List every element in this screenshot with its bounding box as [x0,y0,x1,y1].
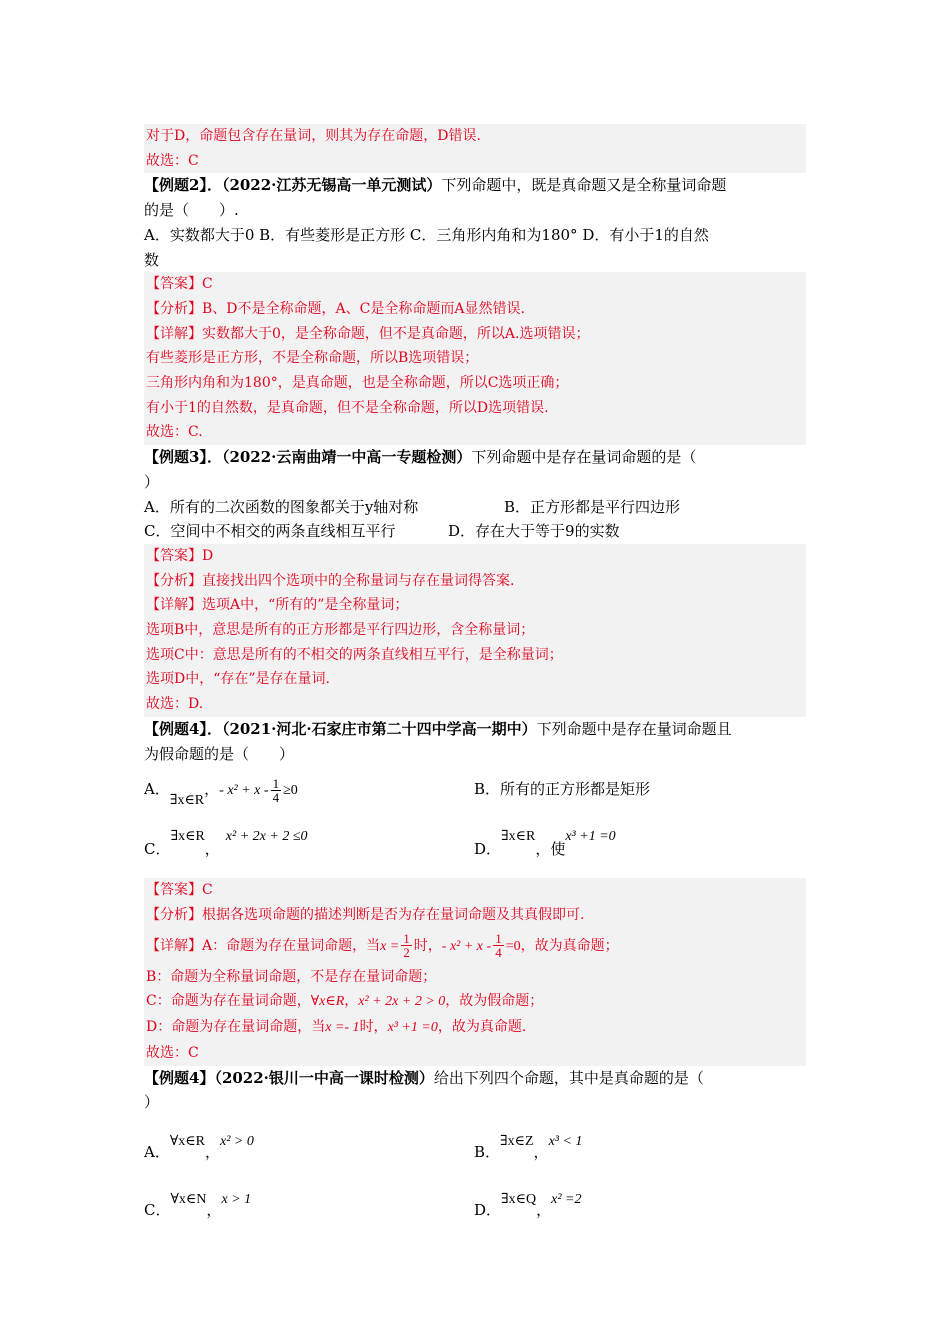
question-3 [144,445,806,494]
question-source: ．（2022·江苏无锡高一单元测试） [206,176,442,195]
option-d: D．∃x∈R，使x³ +1 =0 [474,829,616,859]
question-tag: 【例题2】 [144,176,207,195]
detail-line: 【详解】选项A中，“所有的”是全称量词； [146,597,409,614]
detail-line: 选项D中，“存在”是存在量词. [146,671,330,688]
options-row [144,519,806,544]
question-options-cont: 数 [144,250,160,269]
detail-line: B：命题为全称量词命题，不是存在量词命题； [146,968,437,985]
detail-line: 【详解】A：命题为存在量词命题，当x = $\frac{1}{2}$ 时，- x² + x - $\frac{1}{4}$ =0，故为真命题； [146,931,619,961]
analysis-text: 【分析】根据各选项命题的描述判断是否为存在量词命题及其真假即可. [146,906,585,923]
option-a: A．∀x∈R，x² > 0 [144,1133,254,1161]
analysis-text: 【分析】B、D不是全称命题，A、C是全称命题而A显然错误. [146,300,525,317]
detail-line: 故选：C. [146,424,203,441]
question-stem-cont: 为假命题的是（ ） [144,744,295,763]
detail-line: 故选：D. [146,696,204,713]
document-page [144,124,806,1227]
detail-line: 选项B中，意思是所有的正方形都是平行四边形，含全称量词； [146,622,535,639]
option-c: C．∃x∈R，x² + 2x + 2 ≤0 [144,829,308,859]
question-stem: 下列命题中是存在量词命题且 [536,719,732,738]
question-tag: 【例题3】 [144,448,207,467]
conclusion-line: 故选：C [146,1044,199,1061]
detail-line: 【详解】实数都大于0，是全称命题，但不是真命题，所以A.选项错误； [146,325,590,342]
detail-line: C：命题为存在量词命题，∀x∈R，x² + 2x + 2 > 0，故为假命题； [146,993,544,1010]
option-a: A．所有的二次函数的图象都关于y轴对称 [144,497,419,516]
option-d: D．∃x∈Q，x² =2 [474,1191,582,1219]
answer-block-4 [144,878,806,1065]
analysis-text: 【分析】直接找出四个选项中的全称量词与存在量词得答案. [146,572,515,589]
question-stem-cont: ） [144,472,160,491]
answer-line: 故选：C [146,152,199,169]
option-d: D．存在大于等于9的实数 [448,522,620,541]
question-tag: 【例题4】 [144,719,207,738]
question-tag: 【例题4】 [144,1068,215,1087]
option-b: B．正方形都是平行四边形 [504,497,681,516]
question-stem: 下列命题中，既是真命题又是全称量词命题 [441,176,727,195]
answer-line: 对于D，命题包含存在量词，则其为存在命题，D错误. [146,128,481,144]
question-4 [144,717,806,766]
options-row [144,1183,806,1227]
detail-line: D：命题为存在量词命题，当x =- 1时，x³ +1 =0，故为真命题. [146,1019,527,1036]
answer-label: 【答案】C [146,882,213,899]
question-source: （2022·银川一中高一课时检测） [214,1068,434,1087]
detail-line: 有些菱形是正方形，不是全称命题，所以B选项错误； [146,350,479,367]
question-source: ．（2021·河北·石家庄市第二十四中学高一期中） [206,719,537,738]
option-c: C．空间中不相交的两条直线相互平行 [144,522,396,541]
detail-line: 有小于1的自然数，是真命题，但不是全称命题，所以D选项错误. [146,399,549,416]
detail-line: 选项C中：意思是所有的不相交的两条直线相互平行，是全称量词； [146,646,563,663]
option-a: A．∃x∈R，- x² + x - $\frac{1}{4}$ ≥0 [144,775,298,809]
question-source: ．（2022·云南曲靖一中高一专题检测） [206,448,472,467]
question-5 [144,1066,806,1115]
option-b: B．所有的正方形都是矩形 [474,780,651,799]
options-row [144,774,806,816]
answer-block-prev [144,124,806,173]
question-stem-cont: ） [144,1093,160,1112]
answer-block-2 [144,272,806,445]
answer-block-3 [144,544,806,717]
question-2 [144,173,806,272]
detail-line: 三角形内角和为180°，是真命题，也是全称命题，所以C选项正确； [146,375,569,392]
option-b: B．∃x∈Z，x³ < 1 [474,1133,583,1161]
question-stem: 下列命题中是存在量词命题的是（ [471,448,697,467]
question-options: A．实数都大于0 B．有些菱形是正方形 C．三角形内角和为180° D．有小于1的自然 [144,225,709,244]
question-stem-cont: 的是（ ）. [144,201,239,220]
options-row [144,820,806,866]
answer-label: 【答案】D [146,547,214,564]
options-row [144,1125,806,1169]
question-stem: 给出下列四个命题，其中是真命题的是（ [433,1068,704,1087]
options-row [144,495,806,520]
option-c: C．∀x∈N，x > 1 [144,1191,252,1219]
answer-label: 【答案】C [146,276,213,293]
